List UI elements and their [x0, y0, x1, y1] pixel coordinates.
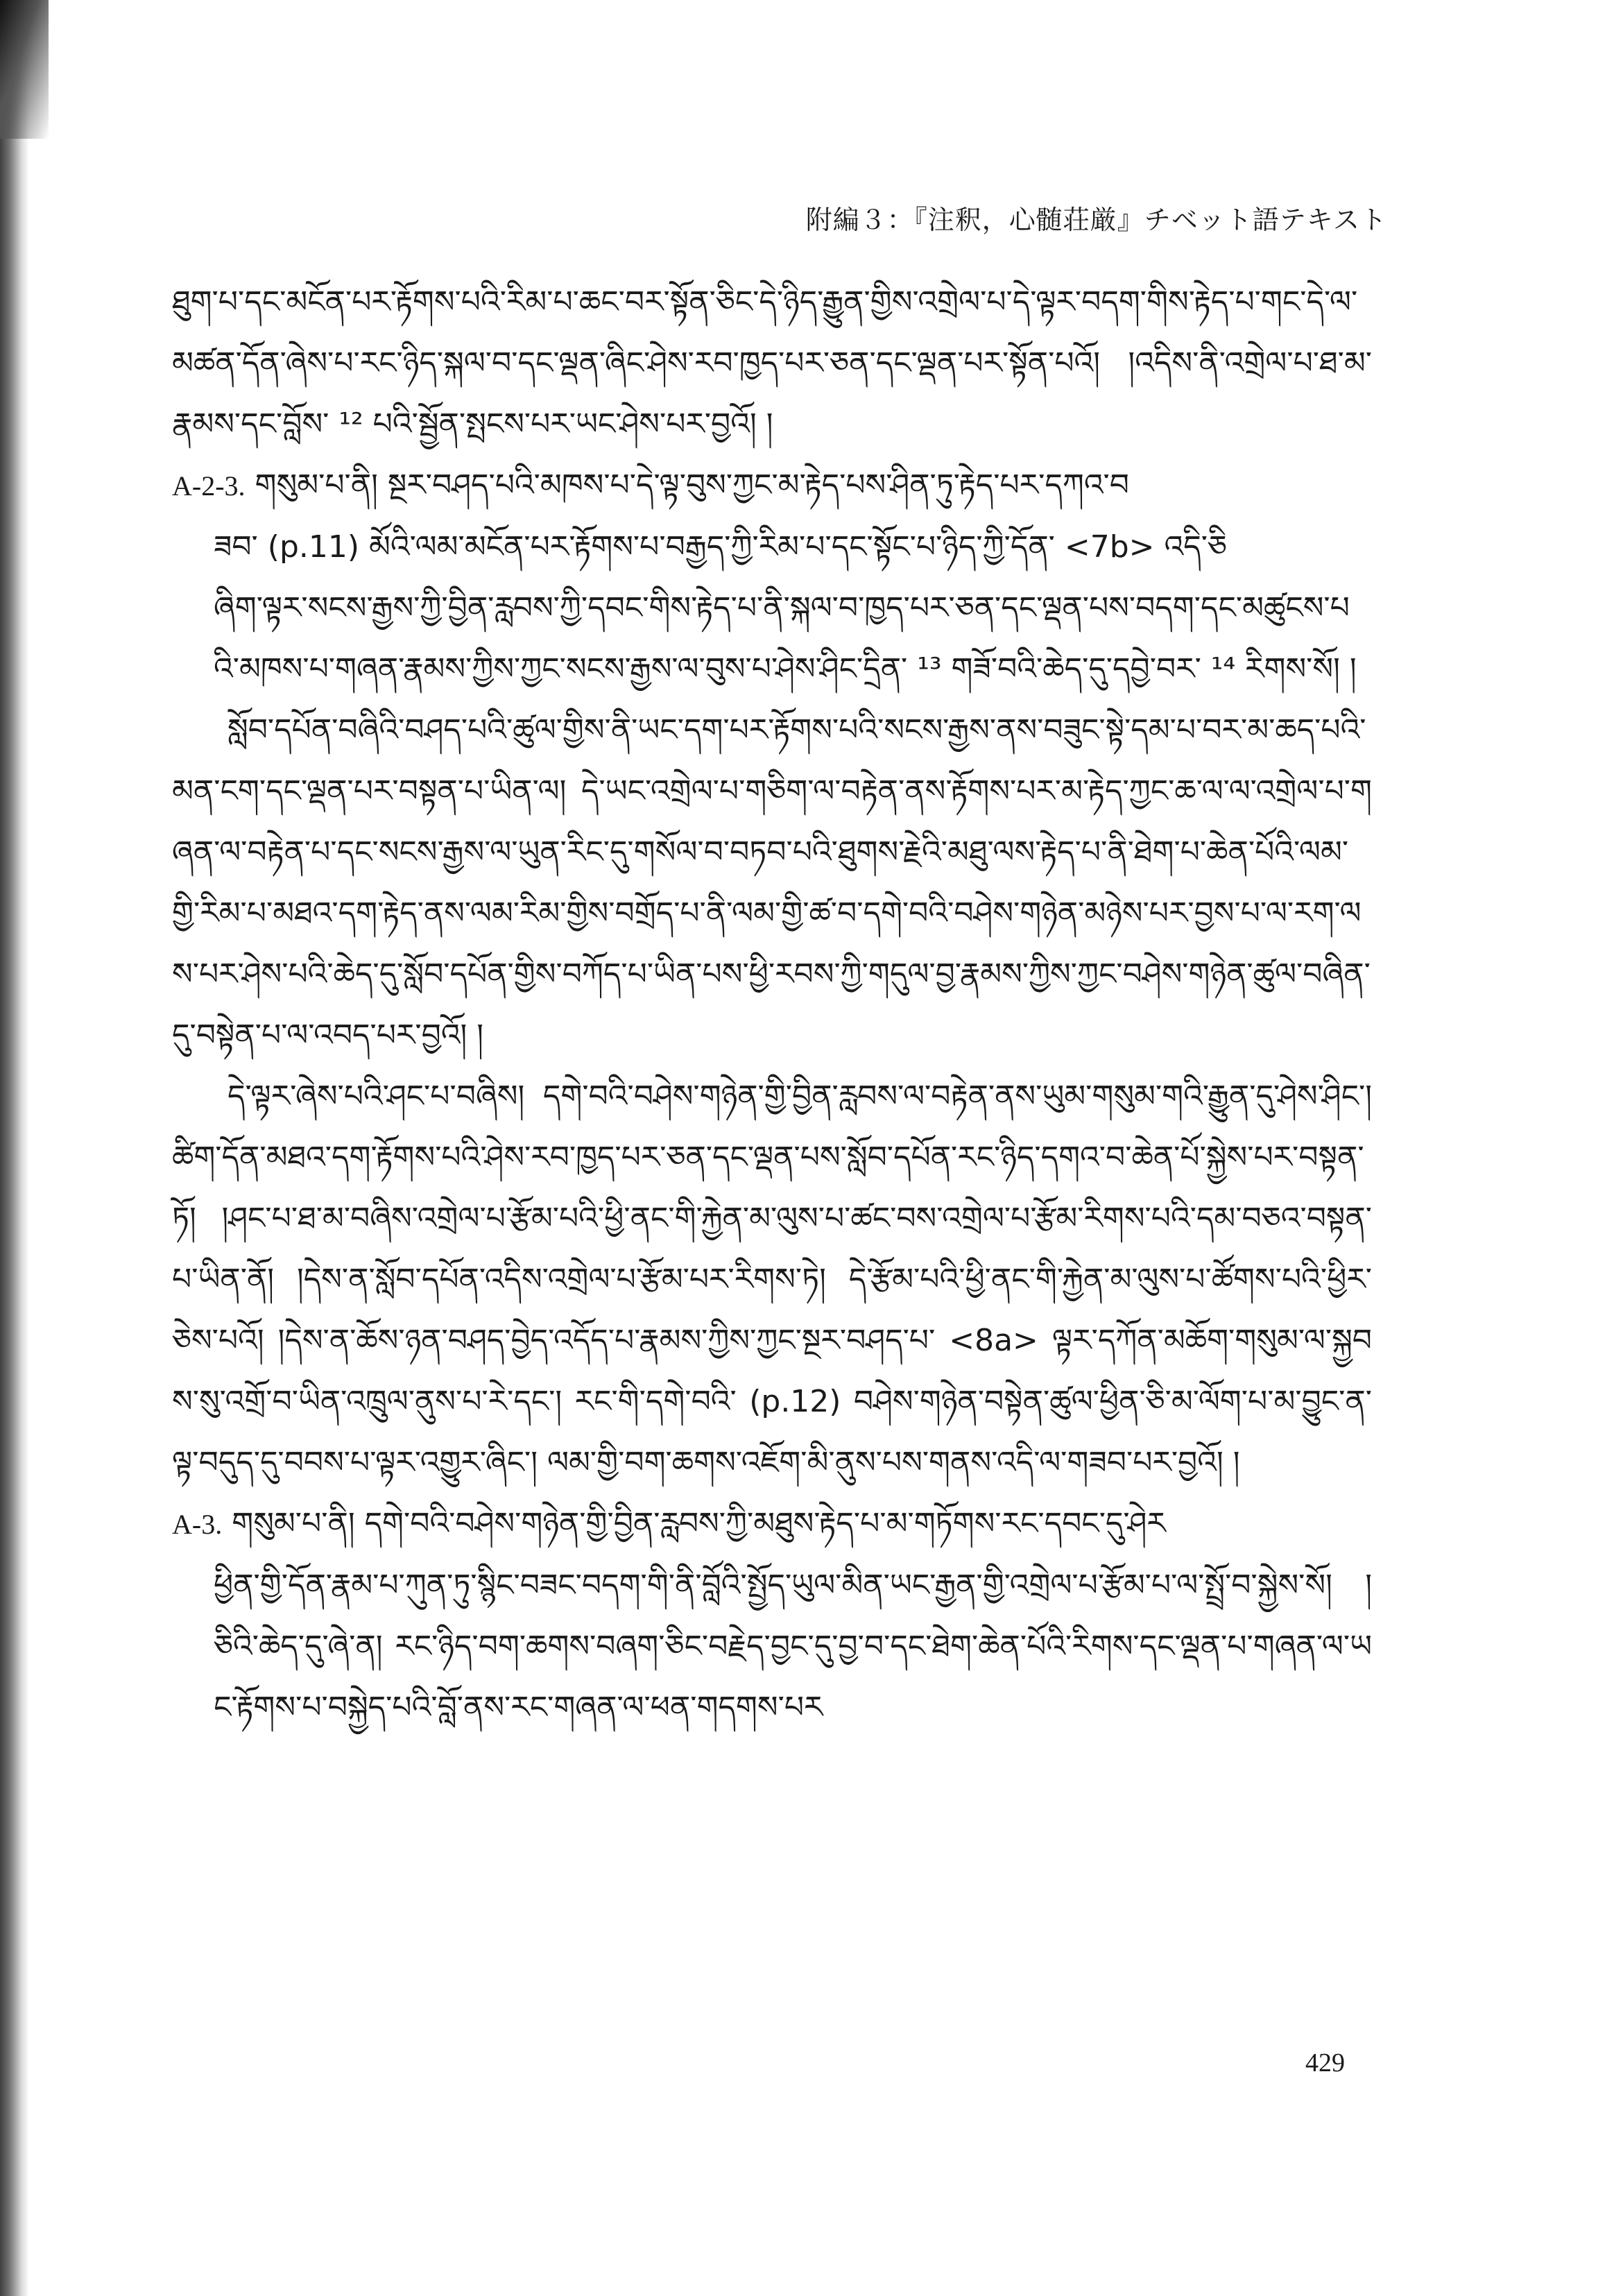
- scan-corner-shadow: [0, 0, 49, 139]
- section-label-a-2-3: A-2-3.: [172, 470, 246, 502]
- section-a-3: [172, 1493, 1372, 1738]
- main-text: [172, 272, 1372, 1738]
- paragraph-1: ཐུག་པ་དང་མངོན་པར་རྟོགས་པའི་རིམ་པ་ཆང་བར་སྟོན་ཅིང་དེ་ཉིད་རྒྱུན་གྱིས་འགྲེལ་པ་དེ་ལྟར་བདག་གིས་རྟེད་པ་གང་དེ་ལ་མཚན་དོན་ཞེས་པ་རང་ཉིད་སྐལ་བ་དང་ལྡན་ཞིང་ཤེས་རབ་ཁྱད་པར་ཅན་དང་ལྡན་པར་སྟོན་པའོ། །འདིས་ནི་འགྲེལ་པ་ཐ་མ་རྣམས་དང་བློས་ ¹² པའི་སྦྱོན་སྤངས་པར་ཡང་ཤེས་པར་བྱའོ། །: [172, 284, 1372, 442]
- section-a-2-3-line-3: ཞིག་ལྟར་སངས་རྒྱས་ཀྱི་བྱིན་རླབས་ཀྱི་དབང་གིས་རྟེད་པ་ནི་སྐལ་བ་ཁྱད་པར་ཅན་དང་ལྡན་པས་བདག་དང་མཚུངས་པའི་མཁས་པ་གཞན་རྣམས་ཀྱིས་ཀྱང་སངས་རྒྱས་ལ་བུས་པ་ཤེས་ཤིང་དྲིན་ ¹³ གཟོ་བའི་ཆེད་དུ་དབྱེ་བར་ ¹⁴ རིགས་སོ། །: [214, 590, 1357, 687]
- paragraph-3: དེ་ལྟར་ཞེས་པའི་ཤང་པ་བཞིས། དགེ་བའི་བཤེས་གཉེན་གྱི་བྱིན་རླབས་ལ་བརྟེན་ནས་ཡུམ་གསུམ་གའི་རྒྱུན་དུ་ཤེས་ཤིང་། ཚིག་དོན་མཐའ་དག་རྟོགས་པའི་ཤེས་རབ་ཁྱད་པར་ཅན་དང་ལྡན་པས་སློབ་དཔོན་རང་ཉིད་དགའ་བ་ཆེན་པོ་སྐྱེས་པར་བསྟན་ཏོ། །ཤང་པ་ཐ་མ་བཞིས་འགྲེལ་པ་རྩོམ་པའི་ཕྱི་ནང་གི་རྐྱེན་མ་ལུས་པ་ཚང་བས་འགྲེལ་པ་རྩོམ་རིགས་པའི་དམ་བཅའ་བསྟན་པ་ཡིན་ནོ། །དེས་ན་སློབ་དཔོན་འདིས་འགྲེལ་པ་རྩོམ་པར་རིགས་ཏེ། དེ་རྩོམ་པའི་ཕྱི་ནང་གི་རྐྱེན་མ་ལུས་པ་ཚོགས་པའི་ཕྱིར་ཅེས་པའོ། །དེས་ན་ཆོས་ཉན་བཤད་བྱེད་འདོད་པ་རྣམས་ཀྱིས་ཀྱང་སྔར་བཤད་པ་ <8a> ལྟར་དཀོན་མཆོག་གསུམ་ལ་སྐྱབས་སུ་འགྲོ་བ་ཡིན་འཁྲུལ་ནུས་པ་རེ་དང་། རང་གི་དགེ་བའི་ (p.12) བཤེས་གཉེན་བསྟེན་ཚུལ་ཕྱིན་ཅི་མ་ལོག་པ་མ་བྱུང་ན་ལྟ་བདུད་དུ་བབས་པ་ལྟར་འགྱུར་ཞིང་། ལམ་གྱི་བག་ཆགས་འཇོག་མི་ནུས་པས་གནས་འདི་ལ་གཟབ་པར་བྱའོ། །: [172, 1079, 1372, 1480]
- section-a-2-3-line-1: [172, 455, 1372, 517]
- scan-edge-shadow: [0, 0, 29, 2296]
- section-a-3-line-1: [172, 1493, 1372, 1555]
- section-a-2-3-text-1: གསུམ་པ་ནི། སྔར་བཤད་པའི་མཁས་པ་དེ་ལྟ་བུས་ཀྱང་མ་རྟེད་པས་ཤིན་ཏུ་རྟེད་པར་དཀའ་བ: [255, 468, 1129, 503]
- section-a-2-3: [172, 455, 1372, 700]
- running-header: 附編３：『注釈，心髄荘厳』チベット語テキスト: [805, 205, 1387, 235]
- page-number: 429: [1305, 2048, 1345, 2077]
- section-a-3-rest: ཕྱིན་གྱི་དོན་རྣམ་པ་ཀུན་ཏུ་སྙིང་བཟང་བདག་གི་ནི་བློའི་སྤྱོད་ཡུལ་མིན་ཡང་རྒྱན་གྱི་འགྲེལ་པ་རྩོམ་པ་ལ་སྤྲོ་བ་སྐྱེས་སོ། །ཅིའི་ཆེད་དུ་ཞེ་ན། རང་ཉིད་བག་ཆགས་བཞག་ཅིང་བརྗེད་བྱང་དུ་བྱ་བ་དང་ཐེག་ཆེན་པོའི་རིགས་དང་ལྡན་པ་གཞན་ལ་ཡང་རྟོགས་པ་བསྐྱེད་པའི་བློ་ནས་རང་གཞན་ལ་ཕན་གདགས་པར: [214, 1568, 1372, 1725]
- section-label-a-3: A-3.: [172, 1509, 223, 1540]
- section-a-2-3-line-2: ཟབ་ (p.11) མོའི་ལམ་མངོན་པར་རྟོགས་པ་བརྒྱད་ཀྱི་རིམ་པ་དང་སྟོང་པ་ཉིད་ཀྱི་དོན་ <7b> འདི་ཅི: [214, 529, 1227, 565]
- section-a-3-text-1: གསུམ་པ་ནི། དགེ་བའི་བཤེས་གཉེན་གྱི་བྱིན་རླབས་ཀྱི་མཐུས་རྟེད་པ་མ་གཏོགས་རང་དབང་དུ་ཤེར: [232, 1506, 1166, 1541]
- paragraph-2: སློབ་དཔོན་བཞིའི་བཤད་པའི་ཚུལ་གྱིས་ནི་ཡང་དག་པར་རྟོགས་པའི་སངས་རྒྱས་ནས་བཟུང་སྟེ་དམ་པ་བར་མ་ཆད་པའི་མན་ངག་དང་ལྡན་པར་བསྟན་པ་ཡིན་ལ། དེ་ཡང་འགྲེལ་པ་གཅིག་ལ་བརྟེན་ནས་རྟོགས་པར་མ་རྟེད་ཀྱང་ཆ་ལ་ལ་འགྲེལ་པ་གཞན་ལ་བརྟེན་པ་དང་སངས་རྒྱས་ལ་ཡུན་རིང་དུ་གསོལ་བ་བཏབ་པའི་ཐུགས་རྗེའི་མཐུ་ལས་རྟེད་པ་ནི་ཐེག་པ་ཆེན་པོའི་ལམ་གྱི་རིམ་པ་མཐའ་དག་རྟེད་ནས་ལམ་རིམ་གྱིས་བགྲོད་པ་ནི་ལམ་གྱི་ཚ་བ་དགེ་བའི་བཤེས་གཉེན་མཉེས་པར་བྱས་པ་ལ་རག་ལས་པར་ཤེས་པའི་ཆེད་དུ་སློབ་དཔོན་གྱིས་བཀོད་པ་ཡིན་པས་ཕྱི་རབས་ཀྱི་གདུལ་བྱ་རྣམས་ཀྱིས་ཀྱང་བཤེས་གཉེན་ཚུལ་བཞིན་དུ་བསྟེན་པ་ལ་འབད་པར་བྱའོ། །: [172, 712, 1372, 1053]
